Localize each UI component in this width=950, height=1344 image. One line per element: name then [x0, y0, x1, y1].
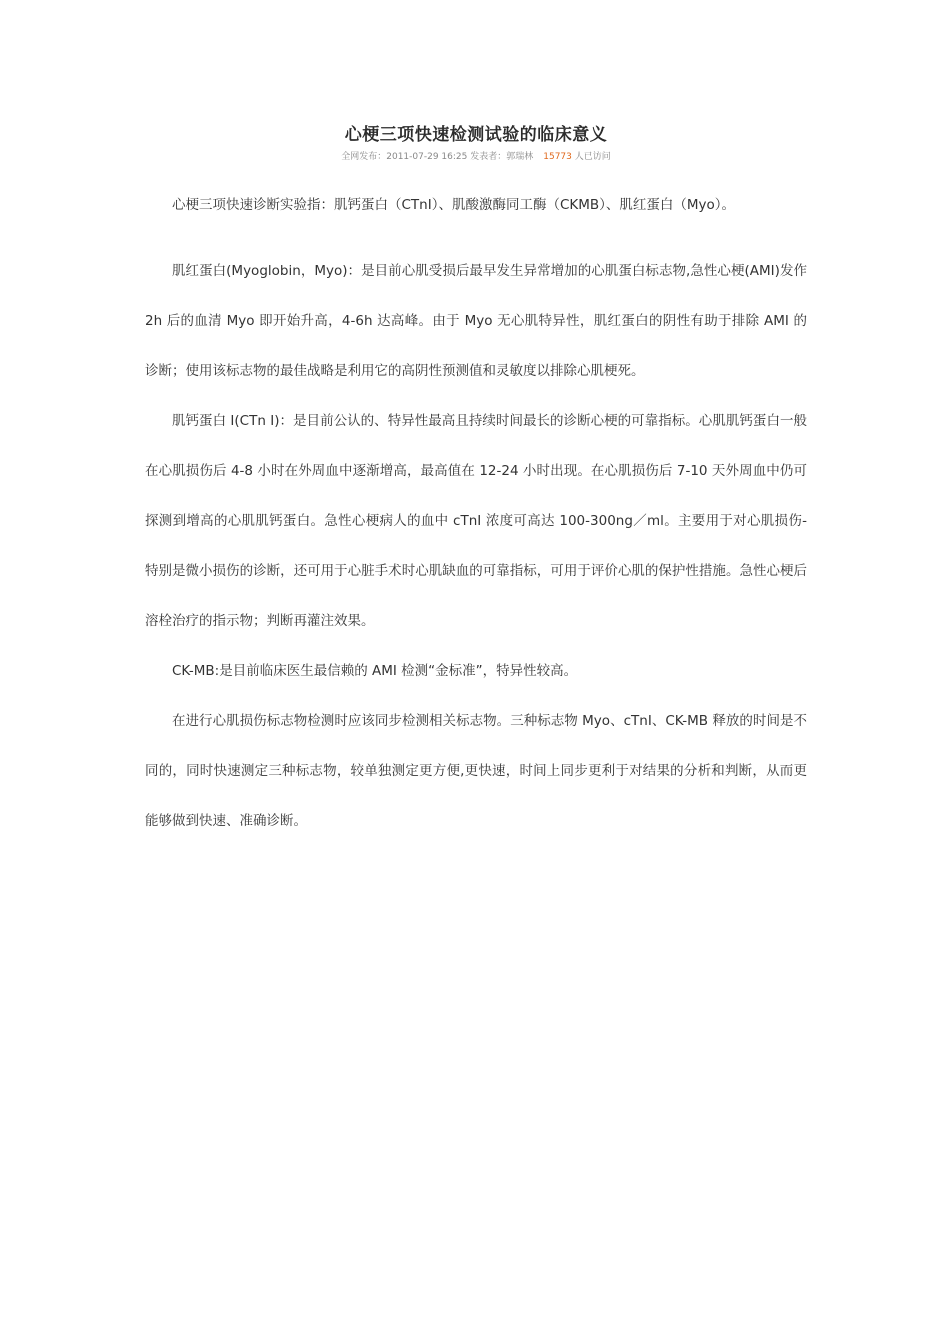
- publish-date: 2011-07-29 16:25: [386, 152, 468, 162]
- view-count-suffix: 人已访问: [571, 152, 611, 162]
- paragraph-ckmb: CK-MB:是目前临床医生最信赖的 AMI 检测“金标准”，特异性较高。: [172, 663, 578, 679]
- author-label: 发表者：: [467, 152, 507, 162]
- paragraph-conclusion: 在进行心肌损伤标志物检测时应该同步检测相关标志物。三种标志物 Myo、cTnI、CK-MB 释放的时间是不同的，同时快速测定三种标志物，较单独测定更方便,更快速，时间上同步更利于对结果的分析和判断，从而更能够做到快速、准确诊断。: [145, 713, 807, 829]
- paragraph-intro: 心梗三项快速诊断实验指：肌钙蛋白（CTnI）、肌酸激酶同工酶（CKMB）、肌红蛋白（Myo）。: [172, 197, 736, 213]
- article: [145, 120, 807, 846]
- paragraph-troponin: 肌钙蛋白 I(CTn I)：是目前公认的、特异性最高且持续时间最长的诊断心梗的可靠指标。心肌肌钙蛋白一般在心肌损伤后 4-8 小时在外周血中逐渐增高，最高值在 12-24 小时出现。在心肌损伤后 7-10 天外周血中仍可探测到增高的心肌肌钙蛋白。急性心梗病人的血中 cTnI 浓度可高达 100-300ng／ml。主要用于对心肌损伤-特别是微小损伤的诊断，还可用于心脏手术时心肌缺血的可靠指标，可用于评价心肌的保护性措施。急性心梗后溶栓治疗的指示物；判断再灌注效果。: [145, 413, 807, 629]
- article-meta: [145, 147, 807, 167]
- article-body: [145, 194, 807, 846]
- published-label: 全网发布：: [341, 152, 387, 162]
- author-name[interactable]: 郭瑞林: [506, 152, 534, 162]
- view-count: 15773: [543, 152, 572, 162]
- article-title: 心梗三项快速检测试验的临床意义: [344, 125, 608, 145]
- paragraph-myoglobin: 肌红蛋白(Myoglobin，Myo)：是目前心肌受损后最早发生异常增加的心肌蛋白标志物,急性心梗(AMI)发作 2h 后的血清 Myo 即开始升高，4-6h 达高峰。由于 Myo 无心肌特异性，肌红蛋白的阴性有助于排除 AMI 的诊断；使用该标志物的最佳战略是利用它的高阴性预测值和灵敏度以排除心肌梗死。: [145, 263, 807, 379]
